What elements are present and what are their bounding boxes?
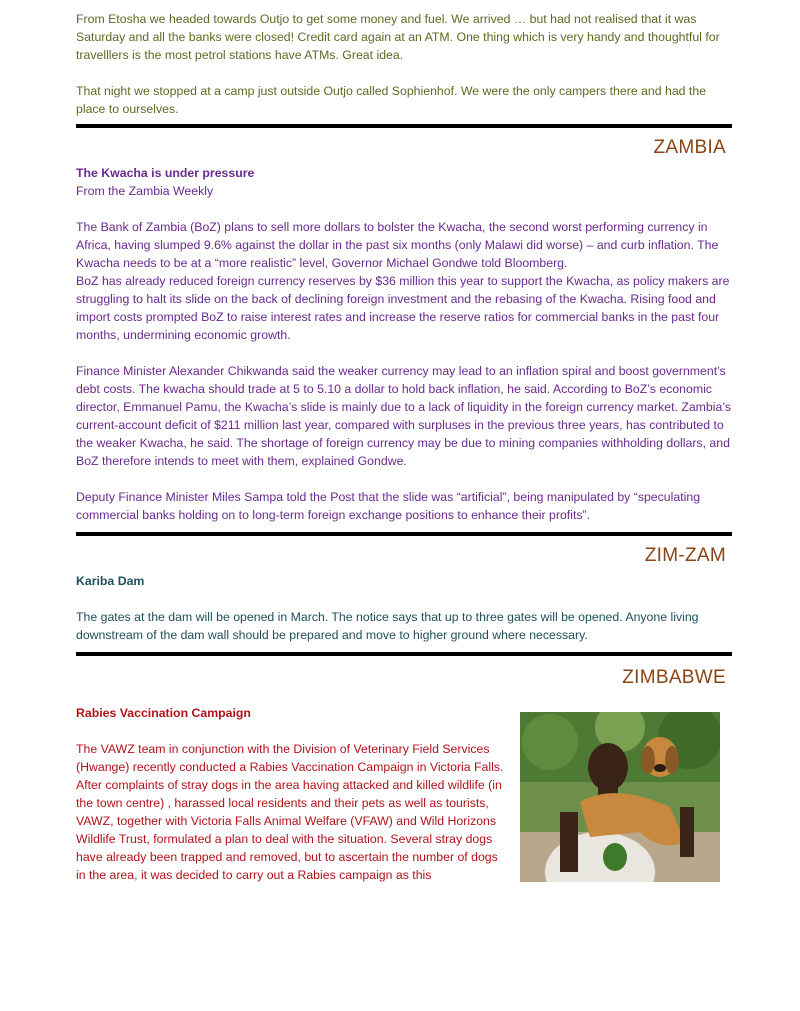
zambia-paragraph-3: Finance Minister Alexander Chikwanda said the weaker currency may lead to an inflation spiral and boost government’s debt costs. The kwacha should trade at 5 to 5.10 a dollar to hold back inflation, he said. According to BoZ’s economic director, Emmanuel Pamu, the Kwacha’s slide is mainly due to a lack of liquidity in the foreign currency market. Zambia’s current-account deficit of $211 million last year, compared with surpluses in the previous three years, has contributed to the weaker Kwacha, he said. The shortage of foreign currency may be due to mining companies withholding dollars, and BoZ therefore intends to meet with them, explained Gondwe. [76, 364, 731, 468]
zimbabwe-article-title: Rabies Vaccination Campaign [76, 706, 251, 720]
zambia-article-source: From the Zambia Weekly [76, 184, 214, 198]
zambia-article-title: The Kwacha is under pressure [76, 166, 255, 180]
zambia-section [76, 128, 732, 524]
zimbabwe-section [76, 656, 732, 884]
namibia-section [76, 10, 732, 118]
zambia-paragraph-2: BoZ has already reduced foreign currency reserves by $36 million this year to support the Kwacha, as policy makers are struggling to halt its slide on the back of declining foreign investment and the rebasing of the Kwacha. Rising food and import costs prompted BoZ to raise interest rates and increase the reserve ratios for commercial banks in the past four months, undermining economic growth. [76, 274, 730, 342]
namibia-paragraph-2: That night we stopped at a camp just outside Outjo called Sophienhof. We were the only campers there and had the place to ourselves. [76, 84, 707, 116]
zimzam-paragraph-1: The gates at the dam will be opened in March. The notice says that up to three gates will be opened. Anyone living downstream of the dam wall should be prepared and move to higher ground where necessary. [76, 610, 699, 642]
zimzam-article-title: Kariba Dam [76, 574, 145, 588]
zimbabwe-heading: ZIMBABWE [622, 667, 726, 688]
zimbabwe-paragraph-1: The VAWZ team in conjunction with the Division of Veterinary Field Services (Hwange) recently conducted a Rabies Vaccination Campaign in Victoria Falls. After complaints of stray dogs in the area having attacked and killed wildlife (in the town centre) , harassed local residents and their pets as well as tourists, VAWZ, together with Victoria Falls Animal Welfare (VFAW) and Wild Horizons Wildlife Trust, formulated a plan to deal with the situation. Several stray dogs have already been trapped and removed, but to ascertain the number of dogs in the area, it was decided to carry out a Rabies campaign as this [76, 742, 504, 882]
zimzam-section [76, 536, 732, 644]
zimzam-heading: ZIM-ZAM [644, 545, 726, 566]
man-carrying-dog-photo [520, 712, 720, 882]
zambia-paragraph-4: Deputy Finance Minister Miles Sampa told the Post that the slide was “artificial”, being manipulated by “speculating commercial banks holding on to long-term foreign exchange positions to enhance their profits”. [76, 490, 701, 522]
zambia-heading: ZAMBIA [653, 137, 726, 158]
namibia-paragraph-1: From Etosha we headed towards Outjo to get some money and fuel. We arrived … but had not realised that it was Saturday and all the banks were closed! Credit card again at an ATM. One thing which is very handy and thoughtful for travelllers is the most petrol stations have ATMs. Great idea. [76, 12, 720, 62]
document-page [76, 10, 732, 884]
zambia-paragraph-1: The Bank of Zambia (BoZ) plans to sell more dollars to bolster the Kwacha, the second worst performing currency in Africa, having slumped 9.6% against the dollar in the past six months (only Malawi did worse) – and curb inflation. The Kwacha needs to be at a “more realistic” level, Governor Michael Gondwe told Bloomberg. [76, 220, 719, 270]
